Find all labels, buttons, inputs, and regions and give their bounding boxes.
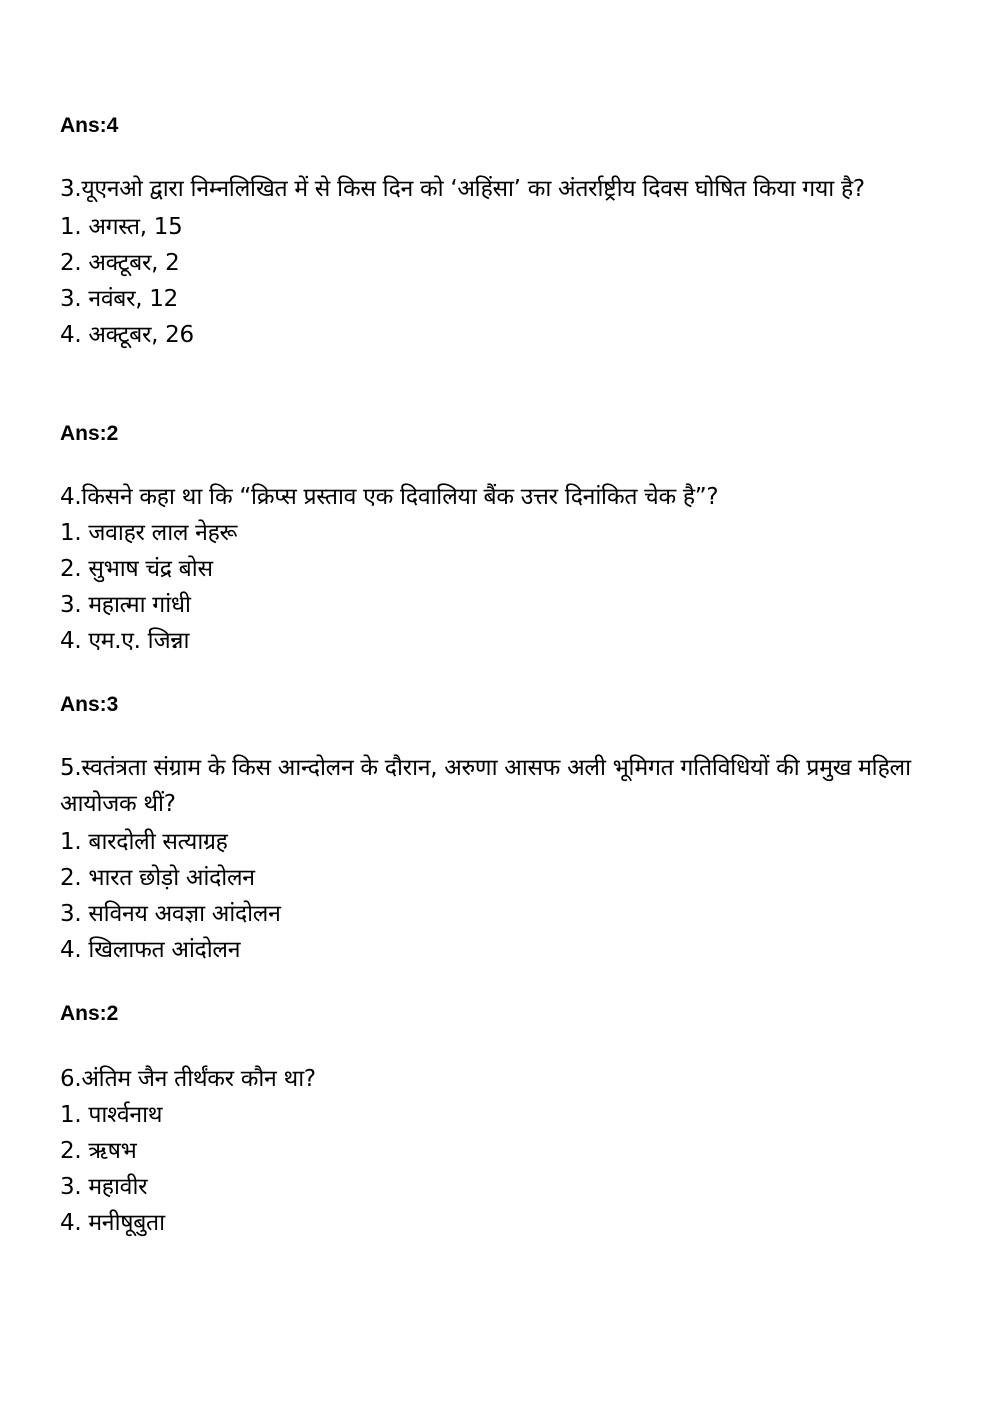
question-4 <box>60 479 940 659</box>
question-text: 3.यूएनओ द्वारा निम्नलिखित में से किस दिन को ‘अहिंसा’ का अंतर्राष्ट्रीय दिवस घोषित किया गया है? <box>60 176 865 202</box>
answer-label: Ans:4 <box>60 114 119 137</box>
question-text: 5.स्वतंत्रता संग्राम के किस आन्दोलन के दौरान, अरुणा आसफ अली भूमिगत गतिविधियों की प्रमुख महिला आयोजक थीं? <box>60 755 911 817</box>
option-3: 3. नवंबर, 12 <box>60 286 178 312</box>
option-4: 4. खिलाफत आंदोलन <box>60 937 241 963</box>
question-3 <box>60 171 940 353</box>
answer-label: Ans:2 <box>60 422 119 445</box>
option-3: 3. महात्मा गांधी <box>60 592 191 618</box>
option-1: 1. अगस्त, 15 <box>60 214 183 240</box>
option-3: 3. सविनय अवज्ञा आंदोलन <box>60 901 281 927</box>
option-4: 4. अक्टूबर, 26 <box>60 322 194 348</box>
option-4: 4. एम.ए. जिन्ना <box>60 628 190 654</box>
option-2: 2. अक्टूबर, 2 <box>60 250 180 276</box>
question-6 <box>60 1061 940 1241</box>
option-2: 2. भारत छोड़ो आंदोलन <box>60 865 255 891</box>
question-5 <box>60 750 940 968</box>
option-2: 2. सुभाष चंद्र बोस <box>60 556 213 582</box>
answer-label: Ans:3 <box>60 693 119 716</box>
option-1: 1. जवाहर लाल नेहरू <box>60 520 238 546</box>
option-2: 2. ऋषभ <box>60 1138 137 1164</box>
option-4: 4. मनीषूबुता <box>60 1210 165 1236</box>
option-3: 3. महावीर <box>60 1174 148 1200</box>
question-text: 4.किसने कहा था कि “क्रिप्स प्रस्ताव एक दिवालिया बैंक उत्तर दिनांकित चेक है”? <box>60 484 719 510</box>
option-1: 1. बारदोली सत्याग्रह <box>60 829 228 855</box>
option-1: 1. पार्श्वनाथ <box>60 1102 163 1128</box>
answer-label: Ans:2 <box>60 1002 119 1025</box>
question-text: 6.अंतिम जैन तीर्थंकर कौन था? <box>60 1066 316 1092</box>
